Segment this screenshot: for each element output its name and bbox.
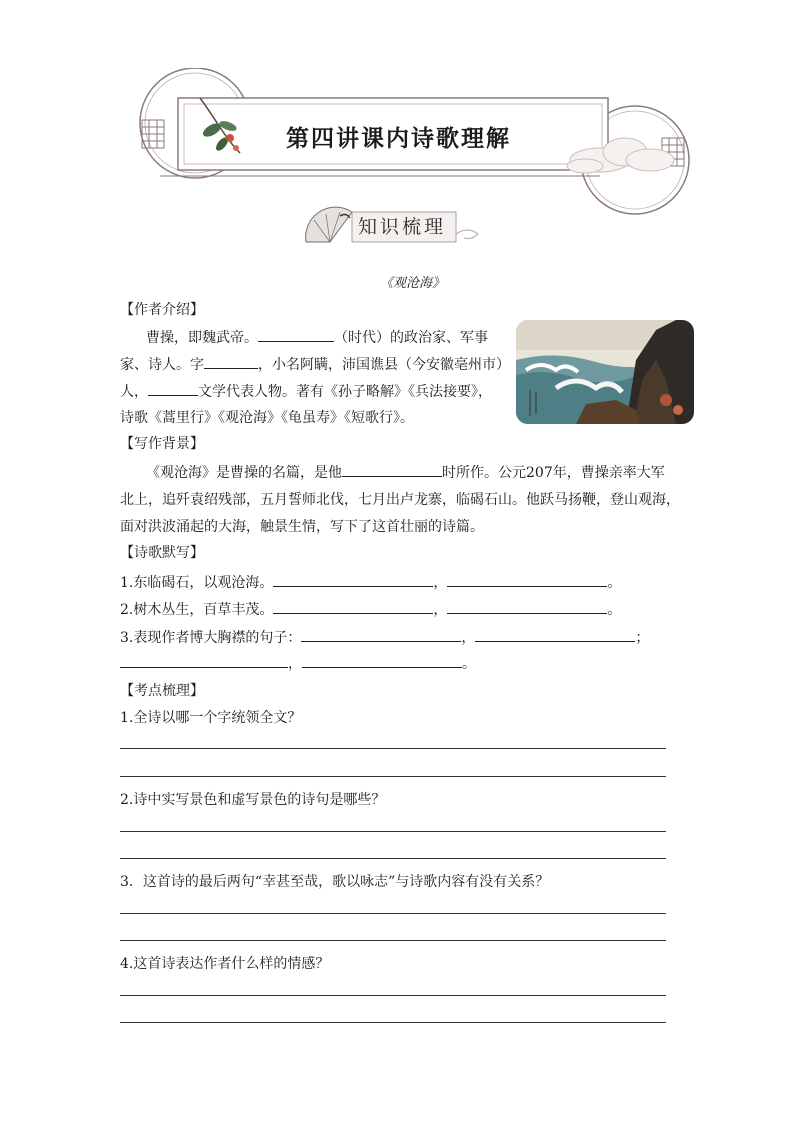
key-point-q3: 3．这首诗的最后两句“幸甚至哉，歌以咏志”与诗歌内容有没有关系？ (120, 874, 550, 890)
recitation-q3: 3.表现作者博大胸襟的句子： ， ； (120, 627, 649, 648)
answer-line[interactable] (120, 748, 666, 749)
key-points-heading: 【考点梳理】 (120, 683, 204, 699)
author-intro-line-3: 人， 文学代表人物。著有《孙子略解》《兵法接要》， (120, 381, 492, 402)
fill-blank-q2-b[interactable] (447, 599, 607, 614)
author-intro-line-4: 诗歌《蒿里行》《观沧海》《龟虽寿》《短歌行》。 (120, 410, 414, 426)
answer-line[interactable] (120, 776, 666, 777)
background-heading: 【写作背景】 (120, 436, 204, 452)
section-badge-label: 知识梳理 (358, 216, 447, 238)
fill-blank-q2-a[interactable] (273, 599, 433, 614)
background-line-3: 面对洪波涌起的大海，触景生情，写下了这首壮丽的诗篇。 (120, 519, 484, 535)
fill-blank-q3-a[interactable] (301, 627, 461, 642)
fill-blank-q3-d[interactable] (302, 653, 462, 668)
recitation-heading: 【诗歌默写】 (120, 545, 204, 561)
fill-blank-era[interactable] (258, 327, 334, 342)
author-intro-line-1: 曹操，即魏武帝。 （时代）的政治家、军事 (146, 327, 488, 348)
seascape-painting (516, 320, 694, 424)
fill-blank-q3-b[interactable] (475, 627, 635, 642)
background-line-2: 北上，追歼袁绍残部，五月誓师北伐，七月出卢龙寨，临碣石山。他跃马扬鞭，登山观海， (120, 492, 680, 508)
key-point-q2: 2.诗中实写景色和虚写景色的诗句是哪些？ (120, 792, 386, 808)
page-title: 第四讲课内诗歌理解 (286, 125, 511, 152)
fill-blank-courtesy-name[interactable] (204, 354, 258, 369)
answer-line[interactable] (120, 940, 666, 941)
fill-blank-q1-a[interactable] (273, 572, 433, 587)
answer-line[interactable] (120, 1022, 666, 1023)
fill-blank-q3-c[interactable] (120, 653, 288, 668)
answer-line[interactable] (120, 913, 666, 914)
fill-blank-q1-b[interactable] (447, 572, 607, 587)
recitation-q2: 2.树木丛生，百草丰茂。 ， 。 (120, 599, 621, 620)
key-point-q4: 4.这首诗表达作者什么样的情感？ (120, 956, 330, 972)
poem-title: 《观沧海》 (380, 276, 446, 291)
background-line-1: 《观沧海》是曹操的名篇，是他 时所作。公元207年，曹操亲率大军 (146, 462, 665, 483)
recitation-q1: 1.东临碣石，以观沧海。 ， 。 (120, 572, 621, 593)
answer-line[interactable] (120, 831, 666, 832)
fill-blank-literature[interactable] (148, 381, 198, 396)
answer-line[interactable] (120, 858, 666, 859)
key-point-q1: 1.全诗以哪一个字统领全文？ (120, 710, 302, 726)
recitation-q3-cont: ， 。 (120, 653, 476, 674)
author-intro-line-2: 家、诗人。字 ，小名阿瞒，沛国谯县（今安徽亳州市） (120, 354, 510, 375)
answer-line[interactable] (120, 995, 666, 996)
author-intro-heading: 【作者介绍】 (120, 302, 204, 318)
fill-blank-occasion[interactable] (342, 462, 442, 477)
